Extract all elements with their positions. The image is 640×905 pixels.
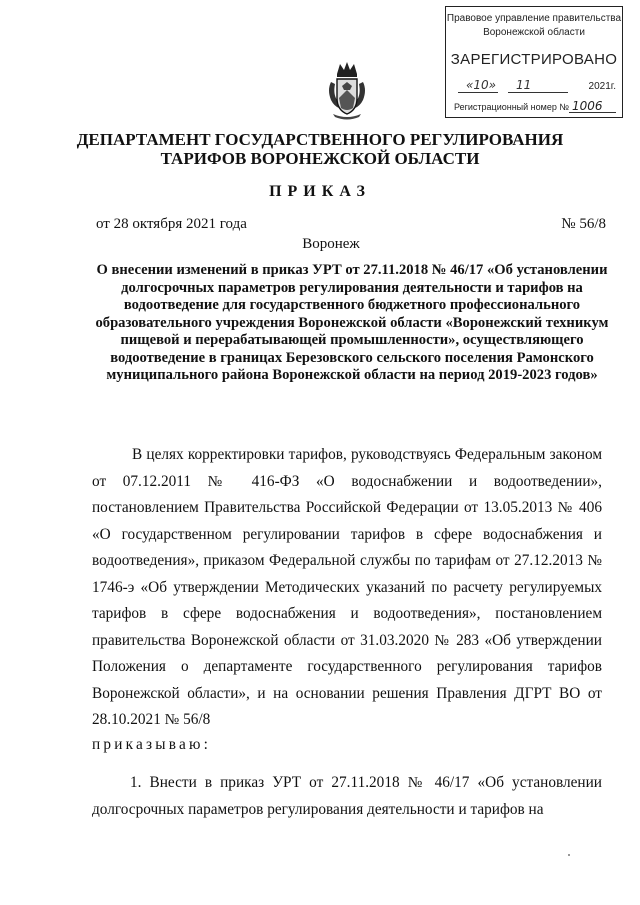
preamble-paragraph: В целях корректировки тарифов, руководствуясь Федеральным законом от 07.12.2011 № 416-ФЗ «О водоснабжении и водоотведении», постановлением Правительства Российской Федерации от 13.05.2013 № 406 «О государственном регулировании тарифов в сфере водоснабжения и водоотведения», приказом Федеральной службы по тарифам от 27.12.2013 № 1746-э «Об утверждении Методических указаний по расчету регулируемых тарифов в сфере водоснабжения и водоотведения», постановлением правительства Воронежской области от 31.03.2020 № 283 «Об утверждении Положения о департаменте государственного регулирования тарифов Воронежской области», и на основании решения Правления ДГРТ ВО от 28.10.2021 № 56/8 <box>92 446 602 728</box>
document-type: ПРИКАЗ <box>269 183 371 200</box>
stamp-month: 11 <box>516 78 532 92</box>
stamp-day: «10» <box>466 78 497 92</box>
order-item-1: 1. Внести в приказ УРТ от 27.11.2018 № 46/17 «Об установлении долгосрочных параметров регулирования деятельности и тарифов на <box>92 774 602 818</box>
order-number: № 56/8 <box>561 216 606 232</box>
stamp-registered-label: ЗАРЕГИСТРИРОВАНО <box>450 51 618 68</box>
order-heading: О внесении изменений в приказ УРТ от 27.11.2018 № 46/17 «Об установлении долгосрочных параметров регулирования деятельности и тарифов на водоотведение для государственного бюджетного профессионального образовательного учреждения Воронежской области «Воронежский техникум пищевой и перерабатывающей промышленности», осуществляющего водоотведение в границах Березовского сельского поселения Рамонского муниципального района Воронежской области на период 2019-2023 годов» <box>95 262 609 383</box>
order-date: от 28 октября 2021 года <box>96 216 247 232</box>
department-title: ДЕПАРТАМЕНТ ГОСУДАРСТВЕННОГО РЕГУЛИРОВАНИЯ ТАРИФОВ ВОРОНЕЖСКОЙ ОБЛАСТИ <box>76 130 564 168</box>
stamp-date <box>458 77 616 93</box>
coat-of-arms-icon <box>325 60 369 120</box>
stamp-reg-number <box>454 99 616 113</box>
stamp-authority-line1: Правовое управление правительства <box>446 13 622 24</box>
order-city: Воронеж <box>302 236 360 252</box>
registration-stamp <box>445 6 623 118</box>
scan-artifact <box>568 854 570 856</box>
stamp-reg-number-label: Регистрационный номер № <box>454 102 570 112</box>
stamp-authority-line2: Воронежской области <box>483 27 585 38</box>
stamp-reg-number-value: 1006 <box>572 99 603 113</box>
order-directive: приказываю: <box>92 736 212 753</box>
stamp-year: 2021г. <box>588 81 616 92</box>
